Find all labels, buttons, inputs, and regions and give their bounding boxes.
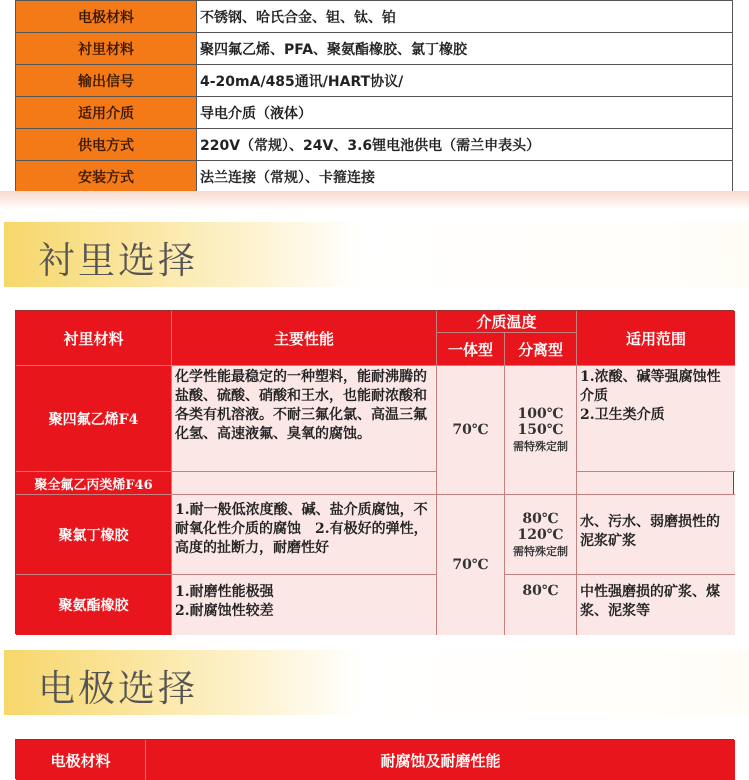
- electrode-table: [15, 739, 734, 779]
- ptfe-integrated-temp: 70℃: [437, 366, 505, 495]
- cr-split-temp1: 80℃: [522, 510, 559, 527]
- spec-label: 衬里材料: [16, 33, 197, 65]
- spec-label: 安装方式: [16, 161, 197, 193]
- spec-row: [16, 129, 733, 161]
- spec-row: [16, 65, 733, 97]
- spec-value: 4-20mA/485通讯/HART协议/: [197, 65, 733, 97]
- fep-scope-empty: [577, 472, 735, 495]
- header-integrated: 一体型: [437, 333, 505, 366]
- lining-section-title: 衬里选择: [38, 239, 198, 282]
- fep-properties-empty: [172, 472, 437, 495]
- electrode-header-performance: 耐腐蚀及耐磨性能: [146, 740, 735, 780]
- pu-properties: 1.耐磨性能极强 2.耐腐蚀性较差: [172, 575, 437, 635]
- spec-row: [16, 33, 733, 65]
- ptfe-split-temp: [505, 366, 577, 495]
- material-cr: 聚氯丁橡胶: [16, 495, 172, 575]
- material-ptfe: 聚四氟乙烯F4: [16, 366, 172, 472]
- lining-table: [15, 310, 734, 634]
- spec-value: 聚四氟乙烯、PFA、聚氨酯橡胶、氯丁橡胶: [197, 33, 733, 65]
- ptfe-split-note: 需特殊定制: [513, 440, 568, 453]
- header-material: 衬里材料: [16, 311, 172, 366]
- header-scope: 适用范围: [577, 311, 735, 366]
- ptfe-split-temp2: 150℃: [517, 422, 564, 438]
- spec-value: 不锈钢、哈氏合金、钽、钛、铂: [197, 1, 733, 33]
- electrode-header-material: 电极材料: [16, 740, 146, 780]
- pu-split-temp: 80℃: [505, 575, 577, 635]
- spec-value: 法兰连接（常规）、卡箍连接: [197, 161, 733, 193]
- spec-row: [16, 1, 733, 33]
- spec-row: [16, 161, 733, 193]
- pu-scope: 中性强磨损的矿浆、煤浆、泥浆等: [577, 575, 735, 635]
- spec-label: 供电方式: [16, 129, 197, 161]
- electrode-section-banner: [4, 650, 749, 715]
- cr-split-temp2: 120℃: [517, 526, 564, 543]
- cr-split-temp: [505, 495, 577, 575]
- electrode-section-title: 电极选择: [38, 667, 198, 710]
- spec-table: [15, 0, 733, 193]
- spec-value: 220V（常规）、24V、3.6锂电池供电（需兰申表头）: [197, 129, 733, 161]
- ptfe-split-temp1: 100℃: [517, 406, 564, 422]
- cr-properties: 1.耐一般低浓度酸、碱、盐介质腐蚀，不耐氧化性介质的腐蚀 2.有极好的弹性，高度的扯断力，耐磨性好: [172, 495, 437, 575]
- header-properties: 主要性能: [172, 311, 437, 366]
- rubber-integrated-temp: 70℃: [437, 495, 505, 635]
- lining-section-banner: [4, 222, 749, 287]
- spec-label: 输出信号: [16, 65, 197, 97]
- spec-label: 电极材料: [16, 1, 197, 33]
- material-fep: 聚全氟乙丙类烯F46: [16, 472, 172, 495]
- header-temperature: 介质温度: [437, 311, 577, 333]
- cr-scope: 水、污水、弱磨损性的泥浆矿浆: [577, 495, 735, 575]
- material-pu: 聚氨酯橡胶: [16, 575, 172, 635]
- ptfe-properties: 化学性能最稳定的一种塑料，能耐沸腾的盐酸、硫酸、硝酸和王水，也能耐浓酸和各类有机溶液。不耐三氟化氯、高温三氟化氢、高速液氟、臭氧的腐蚀。: [172, 366, 437, 472]
- header-split: 分离型: [505, 333, 577, 366]
- cr-split-note: 需特殊定制: [513, 544, 568, 558]
- table-shadow: [0, 191, 749, 209]
- ptfe-scope: 1.浓酸、碱等强腐蚀性介质 2.卫生类介质: [577, 366, 735, 472]
- spec-label: 适用介质: [16, 97, 197, 129]
- spec-value: 导电介质（液体）: [197, 97, 733, 129]
- spec-row: [16, 97, 733, 129]
